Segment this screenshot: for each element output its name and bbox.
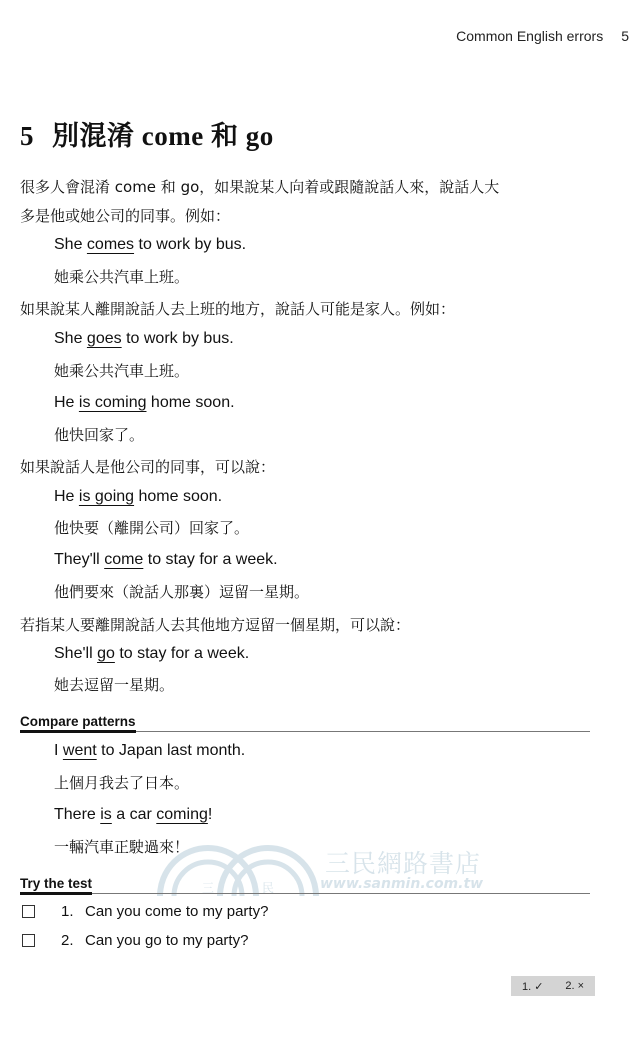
- example-text: to work by bus.: [134, 236, 247, 253]
- intro-paragraph: [20, 173, 595, 231]
- underlined-verb: goes: [86, 330, 122, 347]
- question-text: Can you go to my party?: [85, 932, 249, 949]
- question-number: 1.: [61, 903, 74, 920]
- book-title: Common English errors: [456, 28, 604, 44]
- answer-key: [511, 976, 595, 996]
- section-title: [20, 114, 274, 153]
- translation-6: 她去逗留一星期。: [54, 676, 175, 694]
- example-text: She: [54, 330, 87, 347]
- translation-1: 她乘公共汽車上班。: [54, 268, 190, 286]
- answer-checkbox[interactable]: [22, 905, 35, 918]
- example-6: [54, 645, 249, 663]
- watermark-name: 三民網路書店: [325, 849, 482, 878]
- example-text: home soon.: [146, 394, 235, 411]
- example-text: He: [54, 488, 79, 505]
- answer-1: 1. ✓: [521, 980, 544, 993]
- running-header: [456, 28, 629, 44]
- example-text: He: [54, 394, 79, 411]
- try-the-test-heading: [20, 873, 590, 894]
- test-question-1: [22, 903, 268, 920]
- underlined-verb: come: [104, 551, 144, 568]
- example-3: [54, 394, 235, 412]
- paragraph-2: 如果說某人離開說話人去上班的地方，說話人可能是家人。例如：: [20, 300, 456, 318]
- paragraph-3: 如果說話人是他公司的同事，可以說：: [20, 458, 276, 476]
- test-question-2: [22, 932, 248, 949]
- example-text: to Japan last month.: [96, 742, 246, 759]
- translation-3: 他快回家了。: [54, 426, 145, 444]
- underlined-verb: comes: [86, 236, 135, 253]
- example-5: [54, 551, 278, 569]
- logo-char: 三: [202, 881, 215, 895]
- compare-patterns-heading: [20, 711, 590, 732]
- underlined-verb: is coming: [78, 394, 147, 411]
- intro-line-2: 多是他或她公司的同事。例如：: [20, 207, 231, 225]
- example-4: [54, 488, 222, 506]
- translation-7: 上個月我去了日本。: [54, 774, 190, 792]
- example-text: !: [207, 806, 213, 823]
- example-text: I: [54, 742, 63, 759]
- translation-2: 她乘公共汽車上班。: [54, 362, 190, 380]
- logo-char: 民: [262, 881, 275, 895]
- example-text: a car: [111, 806, 157, 823]
- underlined-verb: is going: [78, 488, 135, 505]
- translation-5: 他們要來（說話人那裏）逗留一星期。: [54, 583, 310, 601]
- watermark-url: www.sanmin.com.tw: [320, 876, 484, 892]
- example-text: She'll: [54, 645, 98, 662]
- underlined-verb: is: [100, 806, 112, 823]
- question-number: 2.: [61, 932, 74, 949]
- translation-4: 他快要（離開公司）回家了。: [54, 519, 250, 537]
- heading-text: Try the test: [20, 876, 92, 895]
- example-text: home soon.: [134, 488, 223, 505]
- page-number: 5: [621, 28, 629, 44]
- example-1: [54, 236, 246, 254]
- example-text: There: [54, 806, 101, 823]
- example-text: She: [54, 236, 87, 253]
- intro-line-1: 很多人會混淆 come 和 go，如果說某人向着或跟隨說話人來，說話人大: [20, 178, 500, 196]
- question-text: Can you come to my party?: [85, 903, 269, 920]
- underlined-verb: go: [97, 645, 115, 662]
- section-title-text: 別混淆 come 和 go: [52, 121, 274, 151]
- example-7: [54, 742, 245, 760]
- answer-2: 2. ×: [565, 980, 585, 992]
- section-number: 5: [20, 121, 34, 151]
- translation-8: 一輛汽車正駛過來！: [54, 838, 190, 856]
- answer-checkbox[interactable]: [22, 934, 35, 947]
- example-text: to work by bus.: [121, 330, 234, 347]
- heading-text: Compare patterns: [20, 714, 136, 733]
- example-text: to stay for a week.: [143, 551, 278, 568]
- example-text: They'll: [54, 551, 105, 568]
- underlined-verb: coming: [156, 806, 208, 823]
- example-2: [54, 330, 234, 348]
- example-8: [54, 806, 212, 824]
- paragraph-4: 若指某人要離開說話人去其他地方逗留一個星期，可以說：: [20, 616, 411, 634]
- underlined-verb: went: [62, 742, 97, 759]
- example-text: to stay for a week.: [114, 645, 250, 662]
